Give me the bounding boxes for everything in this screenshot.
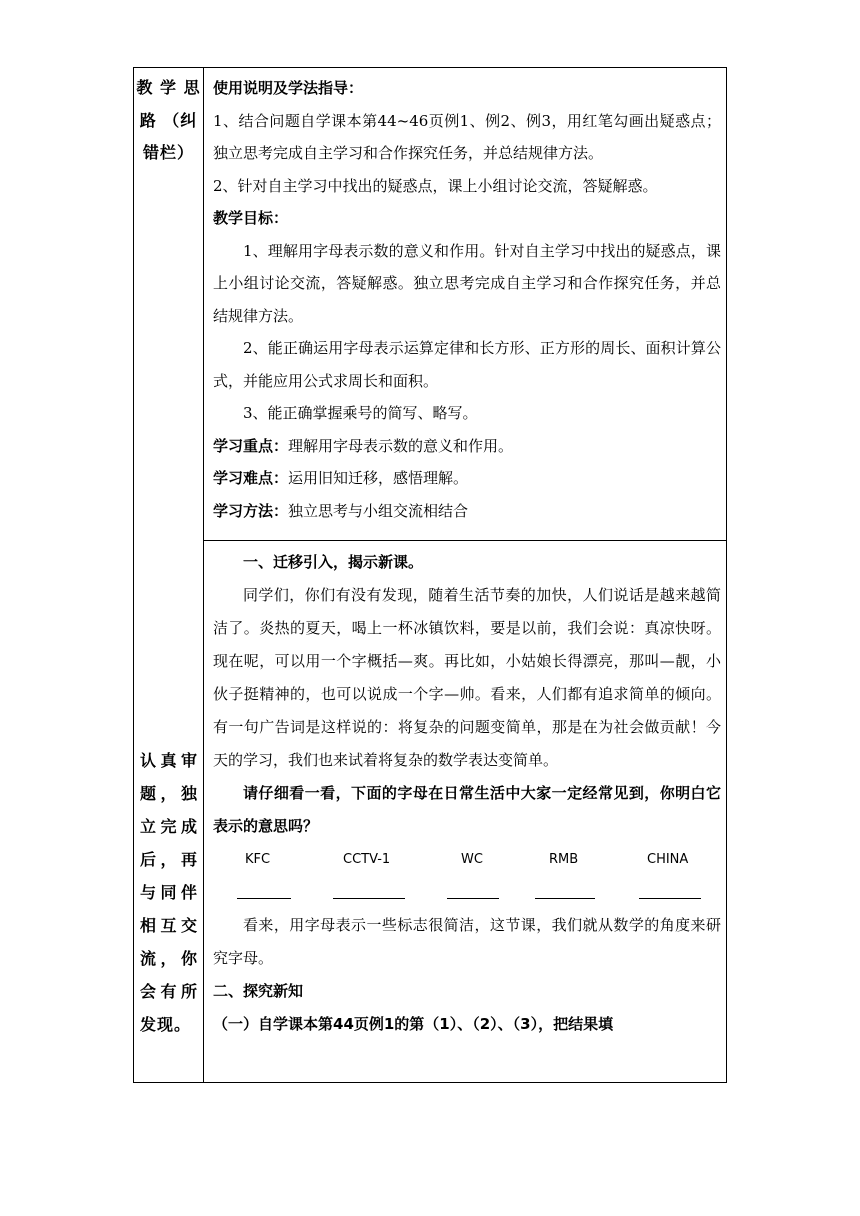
difficulty-text: 运用旧知迁移，感悟理解。 (288, 469, 469, 487)
key-points (213, 430, 721, 463)
lesson-plan-table (133, 67, 727, 1083)
abbreviation-cctv: CCTV-1 (343, 852, 391, 867)
task-paragraph: （一）自学课本第44页例1的第（1）、（2）、（3），把结果填 (213, 1015, 614, 1033)
abbreviation-row (213, 843, 721, 876)
method-label: 学习方法： (213, 501, 289, 520)
objectives-cell (213, 72, 721, 527)
section-1-heading: 一、迁移引入，揭示新课。 (243, 553, 424, 571)
question-paragraph: 请仔细看一看，下面的字母在日常生活中大家一定经常见到，你明白它表示的意思吗？ (213, 784, 721, 835)
intro-paragraph: 同学们，你们有没有发现，随着生活节奏的加快，人们说话是越来越简洁了。炎热的夏天，喝上一杯冰镇饮料，要是以前，我们会说：真凉快呀。现在呢，可以用一个字概括—爽。再比如，小姑娘长得漂亮，那叫—靓，小伙子挺精神的，也可以说成一个字—帅。看来，人们都有追求简单的倾向。有一句广告词是这样说的：将复杂的问题变简单，那是在为社会做贡献！今天的学习，我们也来试着将复杂的数学表达变简单。 (213, 586, 721, 769)
guide-heading: 使用说明及学法指导： (213, 79, 364, 97)
left-column-heading: 教 学 思路 （纠错栏） (136, 78, 201, 162)
answer-blank-1[interactable] (237, 898, 291, 899)
goal-1: 1、理解用字母表示数的意义和作用。针对自主学习中找出的疑惑点，课上小组讨论交流，答疑解惑。独立思考完成自主学习和合作探究任务，并总结规律方法。 (213, 241, 721, 325)
abbreviation-kfc: KFC (245, 852, 271, 867)
answer-blank-5[interactable] (639, 898, 701, 899)
key-points-label: 学习重点： (213, 436, 289, 455)
key-points-text: 理解用字母表示数的意义和作用。 (288, 436, 514, 455)
difficulty (213, 462, 721, 495)
goals-heading: 教学目标： (213, 209, 289, 227)
goal-2: 2、能正确运用字母表示运算定律和长方形、正方形的周长、面积计算公式，并能应用公式求周长和面积。 (213, 339, 721, 390)
guide-item-1: 1、结合问题自学课本第44~46页例1、例2、例3，用红笔勾画出疑惑点；独立思考完成自主学习和合作探究任务，并总结规律方法。 (213, 111, 721, 162)
column-divider (203, 68, 204, 1082)
method-text: 独立思考与小组交流相结合 (288, 501, 469, 520)
summary-paragraph: 看来，用字母表示一些标志很简洁，这节课，我们就从数学的角度来研究字母。 (213, 916, 721, 967)
row-divider (203, 540, 726, 541)
goal-3: 3、能正确掌握乘号的简写、略写。 (243, 404, 478, 422)
lesson-cell (213, 546, 721, 1041)
difficulty-label: 学习难点： (213, 469, 289, 487)
section-2-heading: 二、探究新知 (213, 982, 304, 1000)
abbreviation-wc: WC (461, 852, 483, 867)
answer-blanks (213, 876, 721, 909)
guide-item-2: 2、针对自主学习中找出的疑惑点，课上小组讨论交流，答疑解惑。 (213, 176, 658, 195)
answer-blank-4[interactable] (535, 898, 595, 899)
left-column-note: 认真审题，独立完成后，再与同伴相互交流，你会有所发现。 (140, 751, 198, 1034)
method (213, 495, 721, 528)
answer-blank-2[interactable] (333, 898, 405, 899)
abbreviation-rmb: RMB (549, 852, 579, 867)
abbreviation-china: CHINA (647, 852, 689, 867)
answer-blank-3[interactable] (447, 898, 499, 899)
